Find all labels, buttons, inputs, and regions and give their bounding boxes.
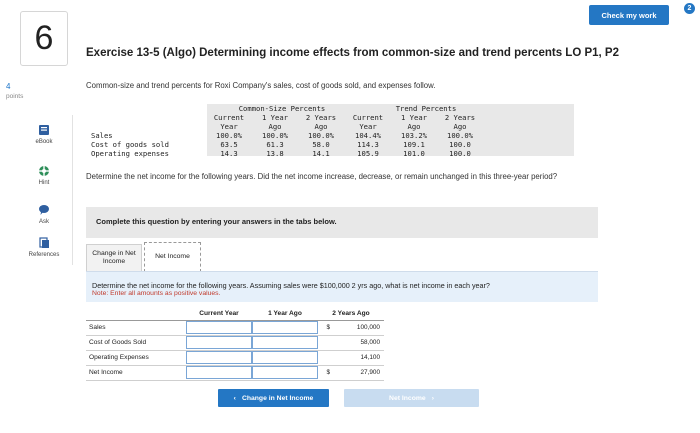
table-cell: 13.8 [266, 149, 284, 158]
book-icon [38, 124, 50, 136]
answer-row-label: Operating Expenses [89, 354, 149, 361]
col-header: Year [359, 122, 377, 131]
current-year-sales-input[interactable] [186, 321, 252, 334]
table-cell: 100.0 [449, 149, 471, 158]
table-cell: 100.0% [216, 131, 242, 140]
next-tab-label: Net Income [389, 394, 426, 402]
one-year-ago-sales-input[interactable] [252, 321, 318, 334]
chevron-left-icon: ‹ [233, 394, 236, 402]
complete-text: Complete this question by entering your answers in the tabs below. [96, 217, 337, 226]
chat-bubble-icon [38, 204, 50, 216]
table-cell: 100.0% [262, 131, 288, 140]
col-header: Ago [407, 122, 421, 131]
table-cell: 105.9 [357, 149, 379, 158]
two-years-ago-value: 100,000 [356, 324, 380, 331]
one-year-ago-net-income-input[interactable] [252, 366, 318, 379]
tab-net-income[interactable]: Net Income [144, 242, 201, 272]
two-years-ago-value: 27,900 [360, 369, 380, 376]
one-year-ago-cogs-input[interactable] [252, 336, 318, 349]
instruction-note: Note: Enter all amounts as positive values. [92, 290, 221, 297]
table-cell: 100.0% [308, 131, 334, 140]
col-header: Ago [268, 122, 282, 131]
col-header: Ago [453, 122, 467, 131]
table-cell: 63.5 [220, 140, 238, 149]
chevron-right-icon: › [431, 394, 434, 402]
two-years-ago-value: 58,000 [360, 339, 380, 346]
sidebar-item-references[interactable] [18, 237, 70, 258]
answer-col-header: 2 Years Ago [332, 310, 370, 317]
row-label: Sales [91, 131, 113, 140]
attempts-badge: 2 [683, 2, 696, 15]
col-header: 1 Year [262, 113, 288, 122]
col-header: 2 Years [444, 113, 476, 122]
one-year-ago-opex-input[interactable] [252, 351, 318, 364]
answer-row-label: Cost of Goods Sold [89, 339, 147, 346]
sidebar-item-label: Ask [38, 219, 49, 225]
determine-text: Determine the net income for the following years. Did the net income increase, decrease, or remain unchanged in this three-year period? [86, 172, 558, 181]
dollar-sign: $ [326, 369, 330, 376]
sidebar-item-label: Hint [38, 180, 50, 186]
col-header: Ago [314, 122, 328, 131]
instruction-panel [86, 271, 598, 302]
answer-row-label: Sales [89, 324, 106, 331]
intro-text: Common-size and trend percents for Roxi Company's sales, cost of goods sold, and expenses follow. [86, 81, 436, 90]
answer-col-header: 1 Year Ago [268, 310, 302, 317]
sidebar-divider [72, 115, 73, 265]
col-header: 1 Year [401, 113, 427, 122]
sidebar-item-ask[interactable] [18, 204, 70, 225]
next-tab-button[interactable] [344, 389, 479, 407]
table-cell: 100.0% [447, 131, 473, 140]
col-header: Year [220, 122, 238, 131]
table-cell: 58.0 [312, 140, 330, 149]
sidebar-item-ebook[interactable] [18, 124, 70, 145]
col-header: Current [352, 113, 384, 122]
sidebar-item-label: References [28, 252, 60, 258]
prev-tab-button[interactable] [218, 389, 329, 407]
row-label: Cost of goods sold [91, 140, 169, 149]
current-year-opex-input[interactable] [186, 351, 252, 364]
table-cell: 61.3 [266, 140, 284, 149]
table-cell: 104.4% [355, 131, 381, 140]
question-number: 6 [20, 11, 68, 66]
table-cell: 109.1 [403, 140, 425, 149]
table-cell: 14.3 [220, 149, 238, 158]
document-icon [38, 237, 50, 249]
table-cell: 14.1 [312, 149, 330, 158]
instruction-text: Determine the net income for the following years. Assuming sales were $100,000 2 yrs ago, what is net income in each year? [92, 281, 490, 290]
table-cell: 101.0 [403, 149, 425, 158]
group-header-common-size: Common-Size Percents [238, 104, 326, 113]
answer-row-label: Net Income [89, 369, 123, 376]
exercise-title: Exercise 13-5 (Algo) Determining income effects from common-size and trend percents LO P1, P2 [86, 47, 619, 59]
table-cell: 100.0 [449, 140, 471, 149]
row-label: Operating expenses [91, 149, 169, 158]
current-year-cogs-input[interactable] [186, 336, 252, 349]
tab-change-in-net-income[interactable]: Change in Net Income [86, 244, 142, 272]
points-label: points [6, 93, 24, 100]
lifebuoy-icon [38, 165, 50, 177]
sidebar-item-hint[interactable] [18, 165, 70, 186]
prev-tab-label: Change in Net Income [241, 394, 314, 402]
table-cell: 114.3 [357, 140, 379, 149]
sidebar-item-label: eBook [35, 139, 53, 145]
col-header: 2 Years [305, 113, 337, 122]
complete-banner [86, 207, 598, 238]
table-cell: 103.2% [401, 131, 427, 140]
check-my-work-button[interactable]: Check my work [589, 5, 669, 25]
points-value: 4 [6, 82, 11, 91]
two-years-ago-value: 14,100 [360, 354, 380, 361]
col-header: Current [213, 113, 245, 122]
answer-col-header: Current Year [199, 310, 239, 317]
group-header-trend: Trend Percents [395, 104, 457, 113]
dollar-sign: $ [326, 324, 330, 331]
row-rule [86, 380, 384, 381]
current-year-net-income-input[interactable] [186, 366, 252, 379]
